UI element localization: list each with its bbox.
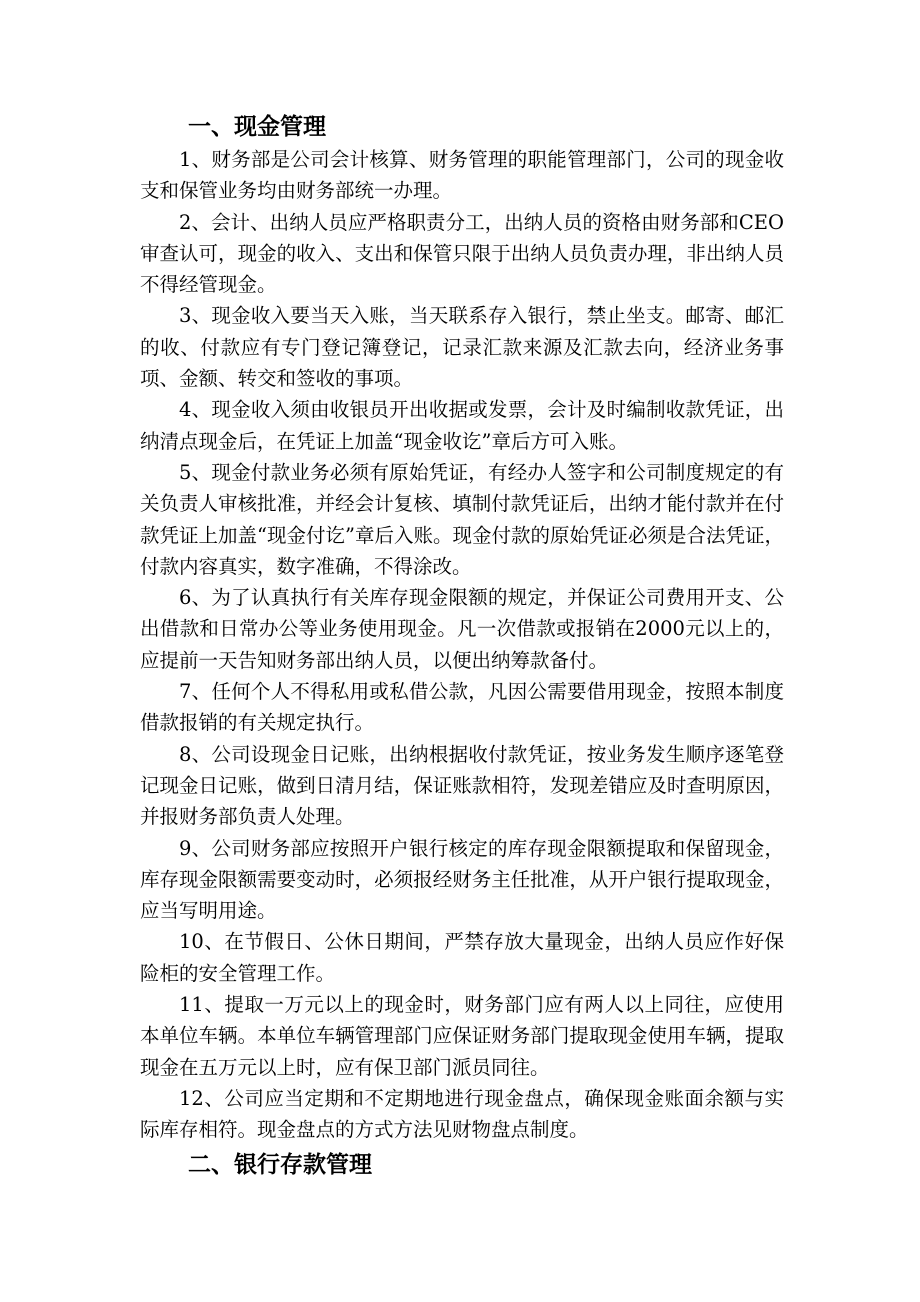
paragraph-10: 10、在节假日、公休日期间，严禁存放大量现金，出纳人员应作好保险柜的安全管理工作。 (140, 930, 784, 985)
paragraph-2: 2、会计、出纳人员应严格职责分工，出纳人员的资格由财务部和CEO审查认可，现金的收入、支出和保管只限于出纳人员负责办理，非出纳人员不得经管现金。 (140, 210, 784, 297)
paragraph-6: 6、为了认真执行有关库存现金限额的规定，并保证公司费用开支、公出借款和日常办公等业务使用现金。凡一次借款或报销在2000元以上的，应提前一天告知财务部出纳人员，以便出纳筹款备付。 (140, 586, 784, 672)
paragraph-12: 12、公司应当定期和不定期地进行现金盘点，确保现金账面余额与实际库存相符。现金盘点的方式方法见财物盘点制度。 (140, 1086, 784, 1142)
paragraph-9: 9、公司财务部应按照开户银行核定的库存现金限额提取和保留现金，库存现金限额需要变动时，必须报经财务主任批准，从开户银行提取现金，应当写明用途。 (140, 836, 784, 923)
paragraph-4: 4、现金收入须由收银员开出收据或发票，会计及时编制收款凭证，出纳清点现金后，在凭证上加盖“现金收讫”章后方可入账。 (140, 398, 784, 453)
paragraph-8: 8、公司设现金日记账，出纳根据收付款凭证，按业务发生顺序逐笔登记现金日记账，做到日清月结，保证账款相符，发现差错应及时查明原因，并报财务部负责人处理。 (140, 742, 784, 829)
paragraph-3: 3、现金收入要当天入账，当天联系存入银行，禁止坐支。邮寄、邮汇的收、付款应有专门登记簿登记，记录汇款来源及汇款去向，经济业务事项、金额、转交和签收的事项。 (140, 304, 784, 391)
section-heading-bank-deposit-management: 二、银行存款管理 (188, 1151, 372, 1178)
paragraph-7: 7、任何个人不得私用或私借公款，凡因公需要借用现金，按照本制度借款报销的有关规定执行。 (140, 680, 784, 735)
paragraph-11: 11、提取一万元以上的现金时，财务部门应有两人以上同往，应使用本单位车辆。本单位车辆管理部门应保证财务部门提取现金使用车辆，提取现金在五万元以上时，应有保卫部门派员同往。 (140, 993, 784, 1079)
paragraph-5: 5、现金付款业务必须有原始凭证，有经办人签字和公司制度规定的有关负责人审核批准，并经会计复核、填制付款凭证后，出纳才能付款并在付款凭证上加盖“现金付讫”章后入账。现金付款的原始凭证必须是合法凭证，付款内容真实，数字准确，不得涂改。 (140, 460, 784, 578)
section-heading-cash-management: 一、现金管理 (188, 114, 326, 140)
document-page (140, 110, 784, 1182)
paragraph-1: 1、财务部是公司会计核算、财务管理的职能管理部门，公司的现金收支和保管业务均由财务部统一办理。 (140, 148, 784, 203)
